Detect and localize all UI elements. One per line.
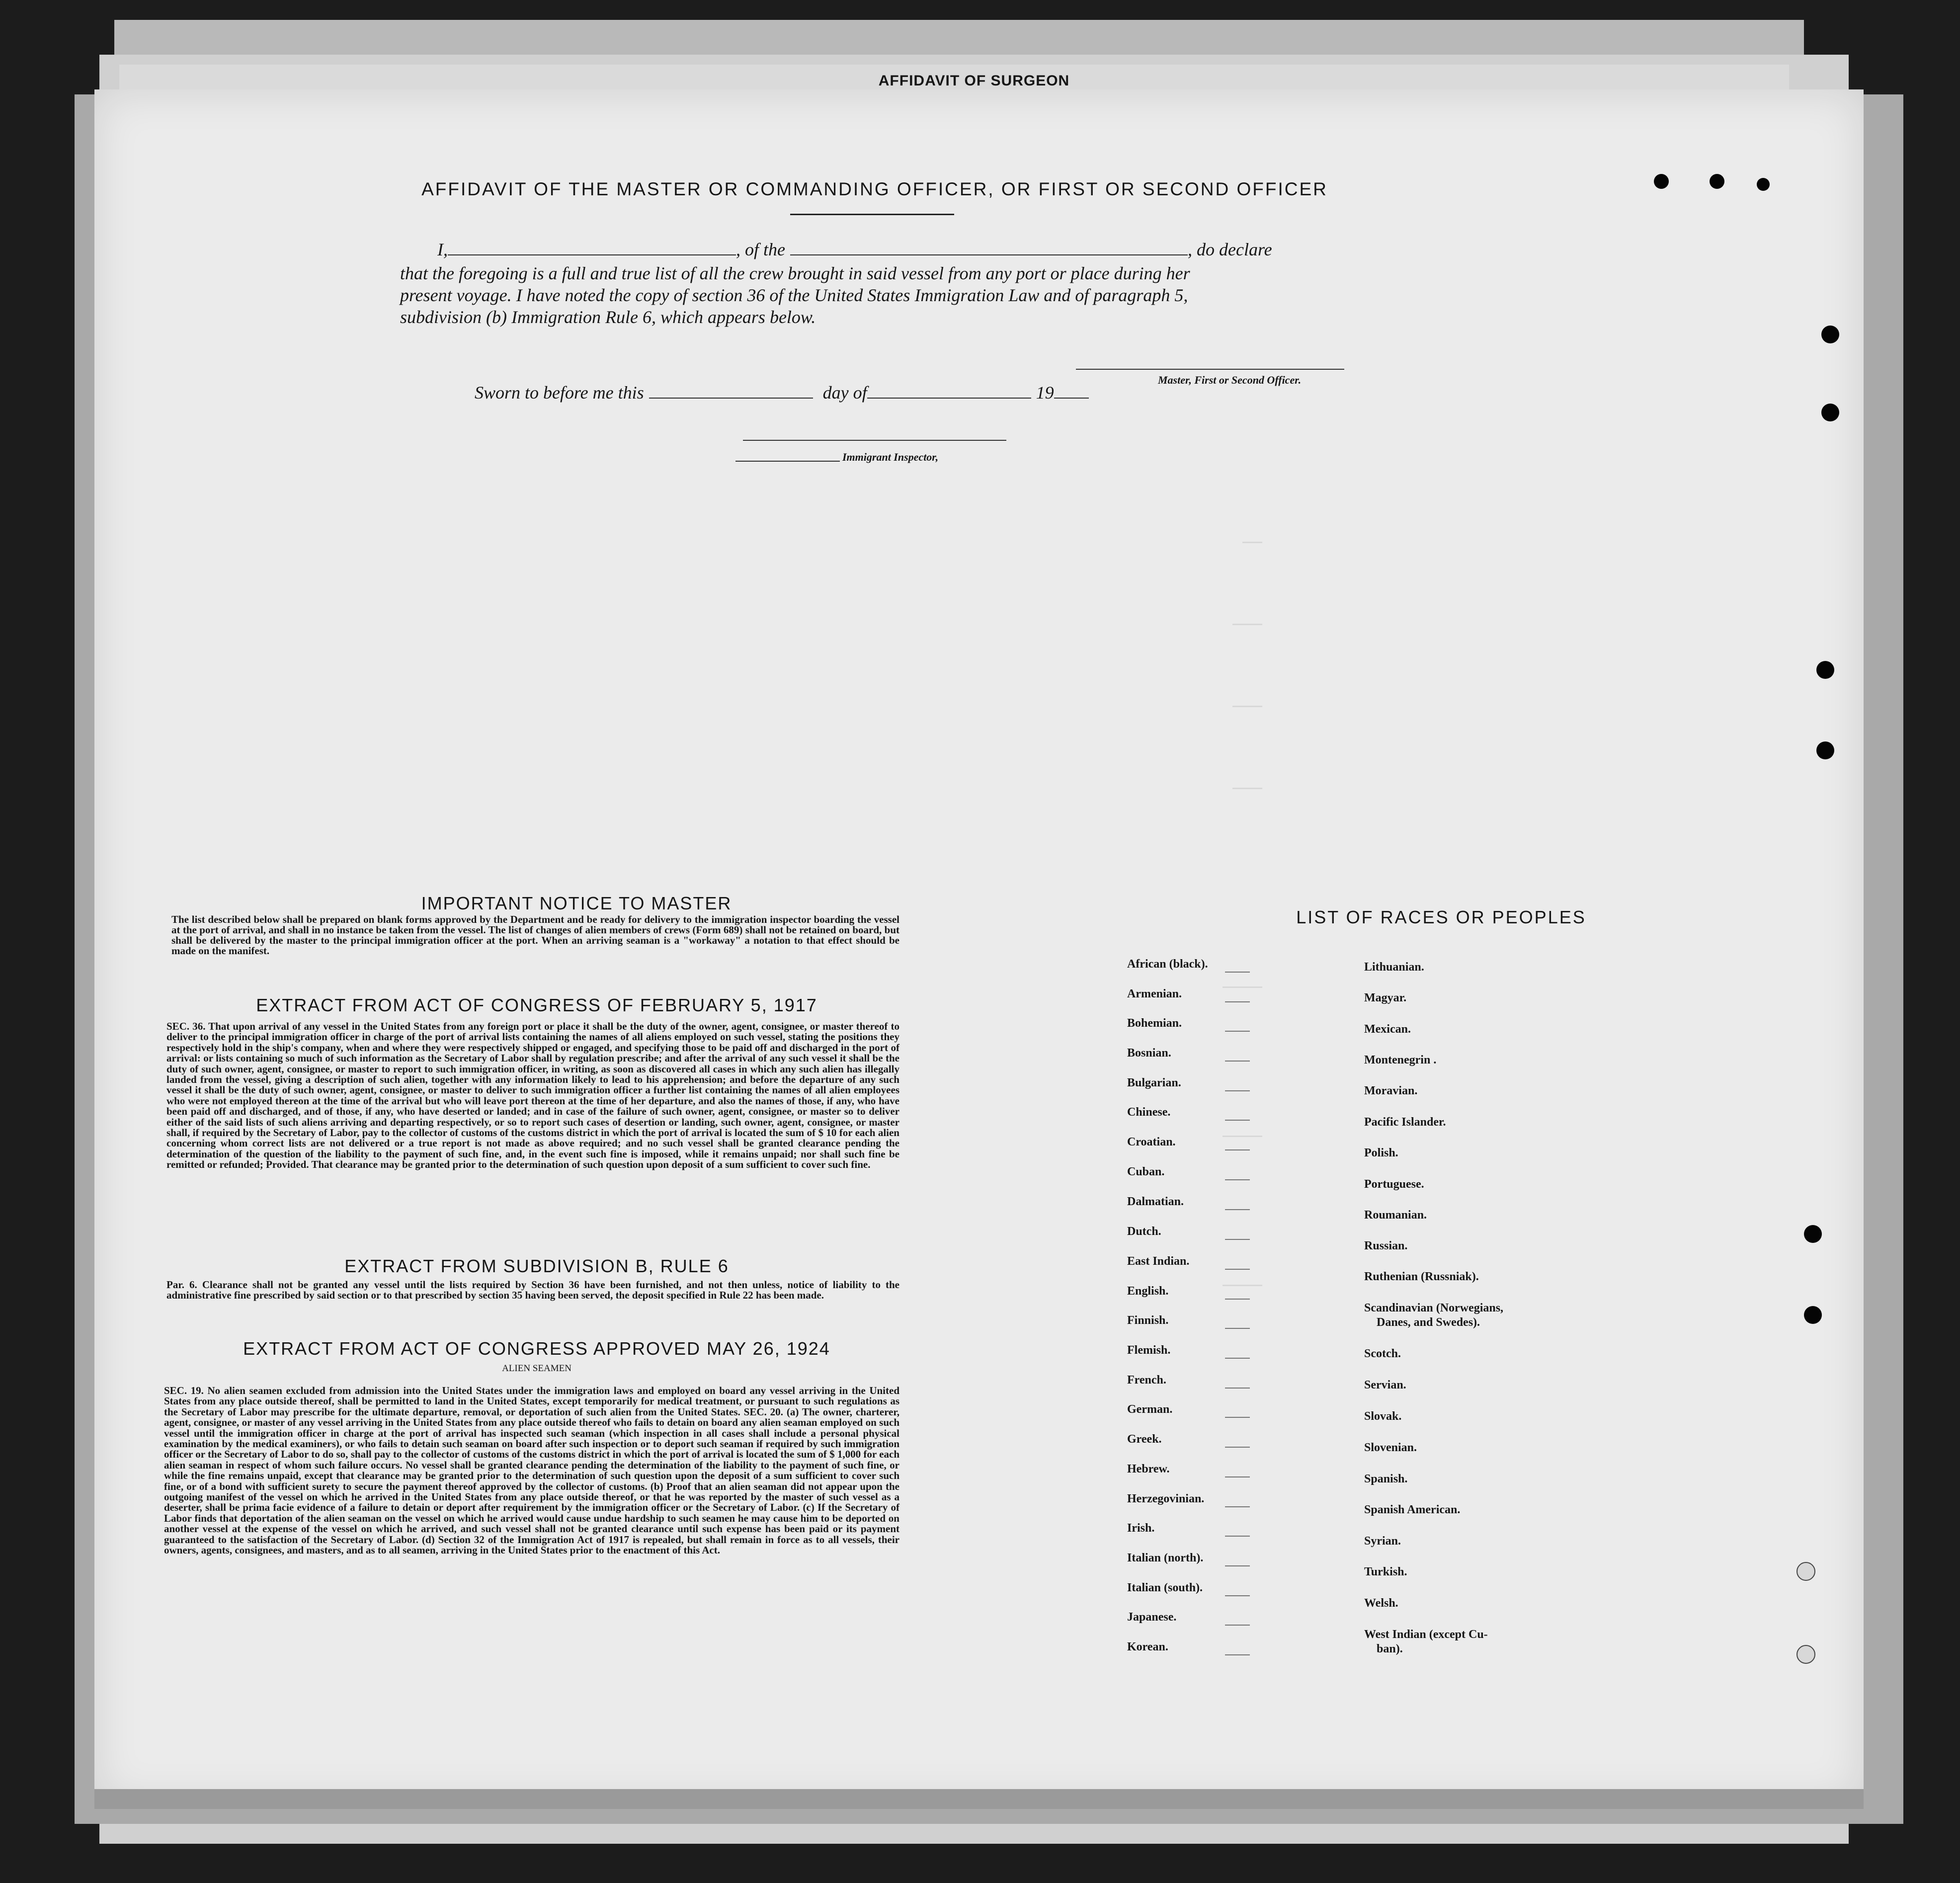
leader-dash bbox=[1225, 1654, 1250, 1655]
leader-dash bbox=[1225, 1506, 1250, 1507]
declaration-line-4: subdivision (b) Immigration Rule 6, which appears below. bbox=[400, 307, 816, 327]
race-item: French. bbox=[1127, 1374, 1166, 1387]
binder-hole-icon bbox=[1816, 741, 1834, 759]
sworn-line: Sworn to before me this day of 19 bbox=[475, 382, 1170, 404]
leader-dash bbox=[1225, 1447, 1250, 1448]
punch-mark-icon bbox=[1654, 174, 1669, 189]
race-item: Bosnian. bbox=[1127, 1047, 1171, 1060]
notice-title: IMPORTANT NOTICE TO MASTER bbox=[421, 893, 732, 913]
leader-dash bbox=[1225, 1149, 1250, 1150]
race-item: Slovenian. bbox=[1364, 1441, 1417, 1454]
race-item: ban). bbox=[1377, 1642, 1403, 1655]
extract2-text: Par. 6. Clearance shall not be granted any vessel until the lists required by Section 36 have been furnished, and not then unless, notice of liability to the administrative fine prescribed by said section or to that prescribed by section 35 having been served, the deposit specified in Rule 22 has been made. bbox=[166, 1279, 899, 1301]
race-item: East Indian. bbox=[1127, 1255, 1190, 1268]
inspector-signature-line bbox=[743, 440, 1006, 441]
ghost-mark bbox=[1223, 986, 1262, 988]
race-item: Cuban. bbox=[1127, 1165, 1165, 1178]
race-item: Scandinavian (Norwegians, bbox=[1364, 1302, 1504, 1314]
leader-dash bbox=[1225, 1001, 1250, 1002]
race-item: Servian. bbox=[1364, 1379, 1406, 1392]
race-item: Bulgarian. bbox=[1127, 1076, 1181, 1089]
race-item: Dalmatian. bbox=[1127, 1195, 1184, 1208]
inspector-caption: Immigrant Inspector, bbox=[842, 451, 939, 463]
punch-mark-icon bbox=[1757, 178, 1770, 191]
race-item: Dutch. bbox=[1127, 1225, 1161, 1238]
race-item: Irish. bbox=[1127, 1522, 1155, 1535]
notice-text: The list described below shall be prepared on blank forms approved by the Department and be ready for delivery to the immigration inspector boarding the vessel at the port of arrival, and shall in no instance be taken from the vessel. The list of changes of alien members of crews (Form 689) shall not be retained on board, but shall be delivered by the master to the principal immigration officer at the port. When an arriving seaman is a "workaway" a notation to that effect should be made on the manifest. bbox=[171, 913, 899, 957]
year-blank bbox=[1054, 383, 1089, 399]
race-item: Ruthenian (Russniak). bbox=[1364, 1270, 1479, 1283]
race-item: Russian. bbox=[1364, 1239, 1408, 1252]
leader-dash bbox=[1225, 1565, 1250, 1566]
extract1-text: SEC. 36. That upon arrival of any vessel in the United States from any foreign port or place it shall be the duty of the owner, agent, consignee, or master thereof to deliver to the principal immigration officer in charge of the port of arrival lists containing the names of all aliens employed on such vessel, stating the positions they respectively hold in the ship's company, when and where they were respectively shipped or engaged, and specifying those to be paid off and discharged in the port of arrival: or lists containing so much of such information as the Secretary of Labor shall by regulation prescribe; and after the arrival of any such vessel it shall be the duty of such owner, agent, consignee, or master to report to such immigration officer, in writing, as soon as discovered all cases in which any such alien has illegally landed from the vessel, giving a description of such alien, together with any information likely to lead to his apprehension; and before the departure of any such vessel it shall be the duty of such owner, agent, consignee, or master to deliver to such immigration officer a further list containing the names of all alien employees who were not employed thereon at the time of the arrival but who will leave port thereon at the time of her departure, and also the names of those, if any, who have been paid off and discharged, and of those, if any, who have deserted or landed; and in case of the failure of such owner, agent, consignee, or master so to deliver either of the said lists of such aliens arriving and departing respectively, or so to report such cases of desertion or landing, such owner, agent, consignee, or master shall, if required by the Secretary of Labor, pay to the collector of customs of the customs district in which the port of arrival is located the sum of $ 10 for each alien concerning whom correct lists are not delivered or a true report is not made as above required; and no such vessel shall be granted clearance pending the determination of the question of the liability to the payment of such fine, and, in the event such fine is imposed, while it remains unpaid; nor shall such fine be remitted or refunded; Provided. That clearance may be granted prior to the determination of such question upon deposit of a sum sufficient to cover such fine. bbox=[166, 1020, 899, 1171]
race-item: Korean. bbox=[1127, 1640, 1168, 1653]
leader-dash bbox=[1225, 972, 1250, 973]
race-item: Mexican. bbox=[1364, 1023, 1411, 1036]
race-item: Roumanian. bbox=[1364, 1209, 1427, 1222]
binder-hole-icon bbox=[1797, 1562, 1815, 1581]
extract2-title: EXTRACT FROM SUBDIVISION B, RULE 6 bbox=[344, 1256, 729, 1276]
race-item: Bohemian. bbox=[1127, 1017, 1182, 1030]
binder-hole-icon bbox=[1804, 1225, 1822, 1243]
leader-dash bbox=[1225, 1417, 1250, 1418]
race-item: Montenegrin . bbox=[1364, 1054, 1437, 1066]
ghost-mark bbox=[1232, 624, 1262, 625]
leader-dash bbox=[1225, 1388, 1250, 1389]
leader-dash bbox=[1225, 1328, 1250, 1329]
races-title: LIST OF RACES OR PEOPLES bbox=[1296, 907, 1586, 927]
declaration-line-3: present voyage. I have noted the copy of section 36 of the United States Immigration Law and of paragraph 5, bbox=[400, 285, 1188, 305]
leader-dash bbox=[1225, 1120, 1250, 1121]
ghost-mark bbox=[1242, 542, 1262, 543]
race-item: Italian (south). bbox=[1127, 1581, 1203, 1594]
name-blank bbox=[448, 240, 736, 255]
day-blank bbox=[649, 383, 813, 399]
race-item: Danes, and Swedes). bbox=[1377, 1316, 1480, 1329]
extract3-subtitle: ALIEN SEAMEN bbox=[502, 1363, 572, 1374]
leader-dash bbox=[1225, 1061, 1250, 1062]
leader-dash bbox=[1225, 1299, 1250, 1300]
race-item: Hebrew. bbox=[1127, 1463, 1170, 1475]
leader-dash bbox=[1225, 1031, 1250, 1032]
race-item: Japanese. bbox=[1127, 1611, 1177, 1624]
race-item: German. bbox=[1127, 1403, 1173, 1416]
leader-dash bbox=[1225, 1179, 1250, 1180]
binder-hole-icon bbox=[1816, 661, 1834, 679]
race-item: Portuguese. bbox=[1364, 1178, 1424, 1191]
ghost-mark bbox=[1232, 788, 1262, 789]
leader-dash bbox=[1225, 1090, 1250, 1091]
leader-dash bbox=[1225, 1536, 1250, 1537]
leader-dash bbox=[1225, 1625, 1250, 1626]
race-item: Herzegovinian. bbox=[1127, 1492, 1205, 1505]
leader-dash bbox=[1225, 1239, 1250, 1240]
binder-hole-icon bbox=[1821, 326, 1839, 343]
ghost-mark bbox=[1223, 1285, 1262, 1286]
race-item: Flemish. bbox=[1127, 1344, 1171, 1357]
race-item: Italian (north). bbox=[1127, 1552, 1204, 1564]
race-item: Scotch. bbox=[1364, 1347, 1401, 1360]
race-item: Magyar. bbox=[1364, 991, 1407, 1004]
race-item: West Indian (except Cu- bbox=[1364, 1628, 1488, 1641]
race-item: Greek. bbox=[1127, 1433, 1162, 1446]
vessel-blank bbox=[790, 240, 1188, 255]
race-item: Polish. bbox=[1364, 1146, 1398, 1159]
extract3-text: SEC. 19. No alien seamen excluded from admission into the United States under the immigration laws and employed on board any vessel arriving in the United States from any place outside thereof, shall be permitted to land in the United States, except temporarily for medical treatment, or pursuant to such regulations as the Secretary of Labor may prescribe for the ultimate departure, removal, or deportation of such alien from the United States. SEC. 20. (a) The owner, charterer, agent, consignee, or master of any vessel arriving in the United States from any place outside thereof who fails to detain on board any alien seaman employed on such vessel until the immigration officer in charge at the port of arrival has inspected such seaman (which inspection in all cases shall include a personal physical examination by the medical examiners), or who fails to detain such seaman on board after such inspection or to deport such seaman if required by such immigration officer or the Secretary of Labor to do so, shall pay to the collector of customs of the customs district in which the port of arrival is located the sum of $ 1,000 for each alien seaman in respect of whom such failure occurs. No vessel shall be granted clearance pending the determination of the liability to the payment of such fine, or while the fine remains unpaid, except that clearance may be granted prior to the determination of such question upon the deposit of a sum sufficient to cover such fine, or of a bond with sufficient surety to secure the payment thereof approved by the collector of customs. (b) Proof that an alien seaman did not appear upon the outgoing manifest of the vessel on which he arrived in the United States from any place outside thereof, or that he was reported by the master of such vessel as a deserter, shall be prima facie evidence of a failure to detain or deport after requirement by the immigration officer or the Secretary of Labor. (c) If the Secretary of Labor finds that deportation of the alien seaman on the vessel on which he arrived would cause undue hardship to such seamen he may cause him to be deported on another vessel at the expense of the vessel on which he arrived, and such vessel shall not be granted clearance until such expense has been paid or its payment guaranteed to the satisfaction of the Secretary of Labor. (d) Section 32 of the Immigration Act of 1917 is repealed, but shall remain in force as to all vessels, their owners, agents, consignees, and masters, and as to all seamen, arriving in the United States prior to the enactment of this Act. bbox=[164, 1385, 899, 1556]
binder-hole-icon bbox=[1797, 1645, 1815, 1664]
page-bottom-edge bbox=[94, 1789, 1864, 1809]
race-item: Pacific Islander. bbox=[1364, 1116, 1446, 1129]
race-item: Turkish. bbox=[1364, 1565, 1407, 1578]
leader-dash bbox=[1225, 1358, 1250, 1359]
strip-header: AFFIDAVIT OF SURGEON bbox=[878, 73, 1070, 89]
punch-mark-icon bbox=[1710, 174, 1724, 189]
race-item: Slovak. bbox=[1364, 1410, 1402, 1423]
race-item: Spanish American. bbox=[1364, 1503, 1461, 1516]
binder-hole-icon bbox=[1821, 404, 1839, 421]
month-blank bbox=[867, 383, 1031, 399]
binder-hole-icon bbox=[1804, 1306, 1822, 1324]
leader-dash bbox=[1225, 1476, 1250, 1477]
signature-caption: Master, First or Second Officer. bbox=[1158, 374, 1302, 386]
ghost-mark bbox=[1232, 706, 1262, 707]
race-item: Armenian. bbox=[1127, 987, 1182, 1000]
race-item: African (black). bbox=[1127, 958, 1208, 971]
declaration-line-1: I, , of the , do declare bbox=[437, 240, 1272, 259]
leader-dash bbox=[1225, 1209, 1250, 1210]
extract1-title: EXTRACT FROM ACT OF CONGRESS OF FEBRUARY 5, 1917 bbox=[256, 995, 817, 1015]
race-item: Moravian. bbox=[1364, 1084, 1418, 1097]
race-item: Syrian. bbox=[1364, 1535, 1401, 1548]
declaration-line-2: that the foregoing is a full and true list of all the crew brought in said vessel from any port or place during her bbox=[400, 263, 1190, 283]
race-item: Lithuanian. bbox=[1364, 961, 1424, 974]
race-item: Spanish. bbox=[1364, 1473, 1408, 1485]
leader-dash bbox=[1225, 1595, 1250, 1596]
extract3-title: EXTRACT FROM ACT OF CONGRESS APPROVED MAY 26, 1924 bbox=[243, 1338, 830, 1359]
ghost-mark bbox=[1223, 1136, 1262, 1137]
race-item: Chinese. bbox=[1127, 1106, 1171, 1119]
race-item: English. bbox=[1127, 1285, 1169, 1298]
race-item: Welsh. bbox=[1364, 1597, 1398, 1610]
title-rule bbox=[790, 214, 954, 215]
signature-line bbox=[1076, 369, 1344, 370]
leader-dash bbox=[1225, 1269, 1250, 1270]
race-item: Finnish. bbox=[1127, 1314, 1169, 1327]
inspector-name-line bbox=[735, 461, 840, 462]
race-item: Croatian. bbox=[1127, 1136, 1176, 1148]
affidavit-title: AFFIDAVIT OF THE MASTER OR COMMANDING OFFICER, OR FIRST OR SECOND OFFICER bbox=[421, 179, 1328, 199]
